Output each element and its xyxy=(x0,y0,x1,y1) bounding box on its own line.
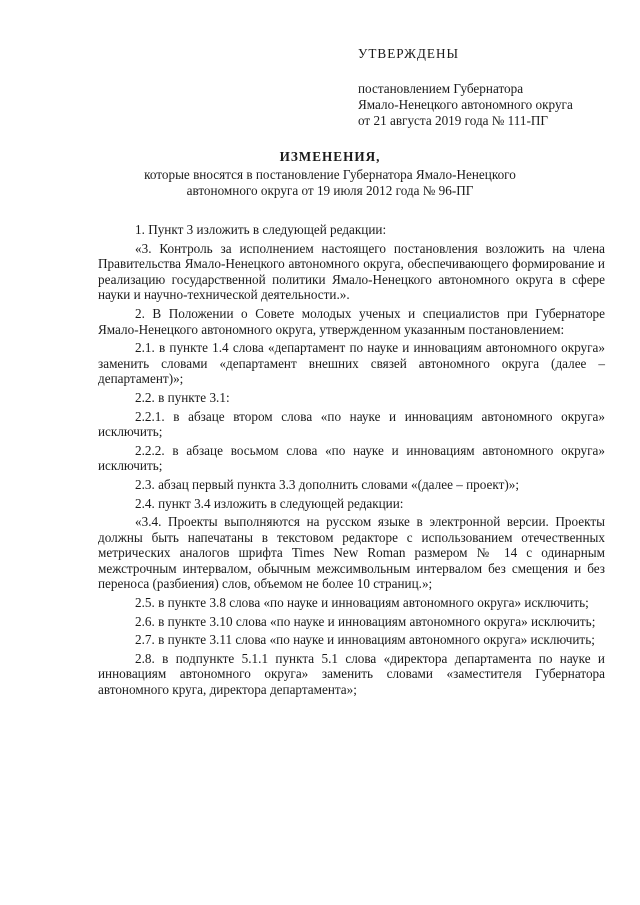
paragraph: 2. В Положении о Совете молодых ученых и специалистов при Губернаторе Ямало-Ненецкого автономного округа, утвержденном указанным постановлением: xyxy=(98,305,605,337)
approval-line: постановлением Губернатора xyxy=(358,81,524,96)
document-heading xyxy=(100,149,560,200)
approval-block xyxy=(358,46,628,129)
paragraph: 2.5. в пункте 3.8 слова «по науке и инновациям автономного округа» исключить; xyxy=(135,595,589,611)
document-title: ИЗМЕНЕНИЯ, xyxy=(279,149,381,164)
document-subtitle-line: автономного округа от 19 июля 2012 года № 96-ПГ xyxy=(186,183,474,198)
paragraph: 2.1. в пункте 1.4 слова «департамент по науке и инновациям автономного округа» заменить словами «департамент внешних связей автономного округа (далее – департамент)»; xyxy=(98,340,605,387)
document-body xyxy=(98,222,605,701)
paragraph: «3.4. Проекты выполняются на русском языке в электронной версии. Проекты должны быть напечатаны в текстовом редакторе с использованием отечественных метрических аналогов шрифта Times New Roman размером № 14 с одинарным межстрочным интервалом, обычным межсимвольным интервалом без смещения и без переноса (разбиения) слов, объемом не более 10 страниц.»; xyxy=(98,514,605,592)
paragraph: 2.2.2. в абзаце восьмом слова «по науке и инновациям автономного округа» исключить; xyxy=(98,442,605,474)
approval-stamp: УТВЕРЖДЕНЫ xyxy=(358,46,460,61)
paragraph: 2.3. абзац первый пункта 3.3 дополнить словами «(далее – проект)»; xyxy=(135,476,520,492)
paragraph: 2.6. в пункте 3.10 слова «по науке и инновациям автономного округа» исключить; xyxy=(135,613,596,629)
paragraph: 2.2.1. в абзаце втором слова «по науке и инновациям автономного округа» исключить; xyxy=(98,408,605,440)
document-subtitle-line: которые вносятся в постановление Губернатора Ямало-Ненецкого xyxy=(144,166,516,182)
paragraph: 2.8. в подпункте 5.1.1 пункта 5.1 слова «директора департамента по науке и инновациям автономного округа» заменить словами «заместителя Губернатора автономного круга, директора департамента»; xyxy=(98,650,605,698)
paragraph: «3. Контроль за исполнением настоящего постановления возложить на члена Правительства Ямало-Ненецкого автономного округа, обеспечивающего формирование и реализацию государственной политики Ямало-Ненецкого автономного округа в сфере науки и научно-технической деятельности.». xyxy=(98,240,605,303)
approval-line: Ямало-Ненецкого автономного округа xyxy=(358,97,573,112)
approval-line: от 21 августа 2019 года № 111-ПГ xyxy=(358,113,549,128)
paragraph: 2.4. пункт 3.4 изложить в следующей редакции: xyxy=(135,495,404,511)
paragraph: 2.7. в пункте 3.11 слова «по науке и инновациям автономного округа» исключить; xyxy=(135,632,595,648)
paragraph: 2.2. в пункте 3.1: xyxy=(135,389,230,405)
paragraph: 1. Пункт 3 изложить в следующей редакции: xyxy=(135,222,387,237)
